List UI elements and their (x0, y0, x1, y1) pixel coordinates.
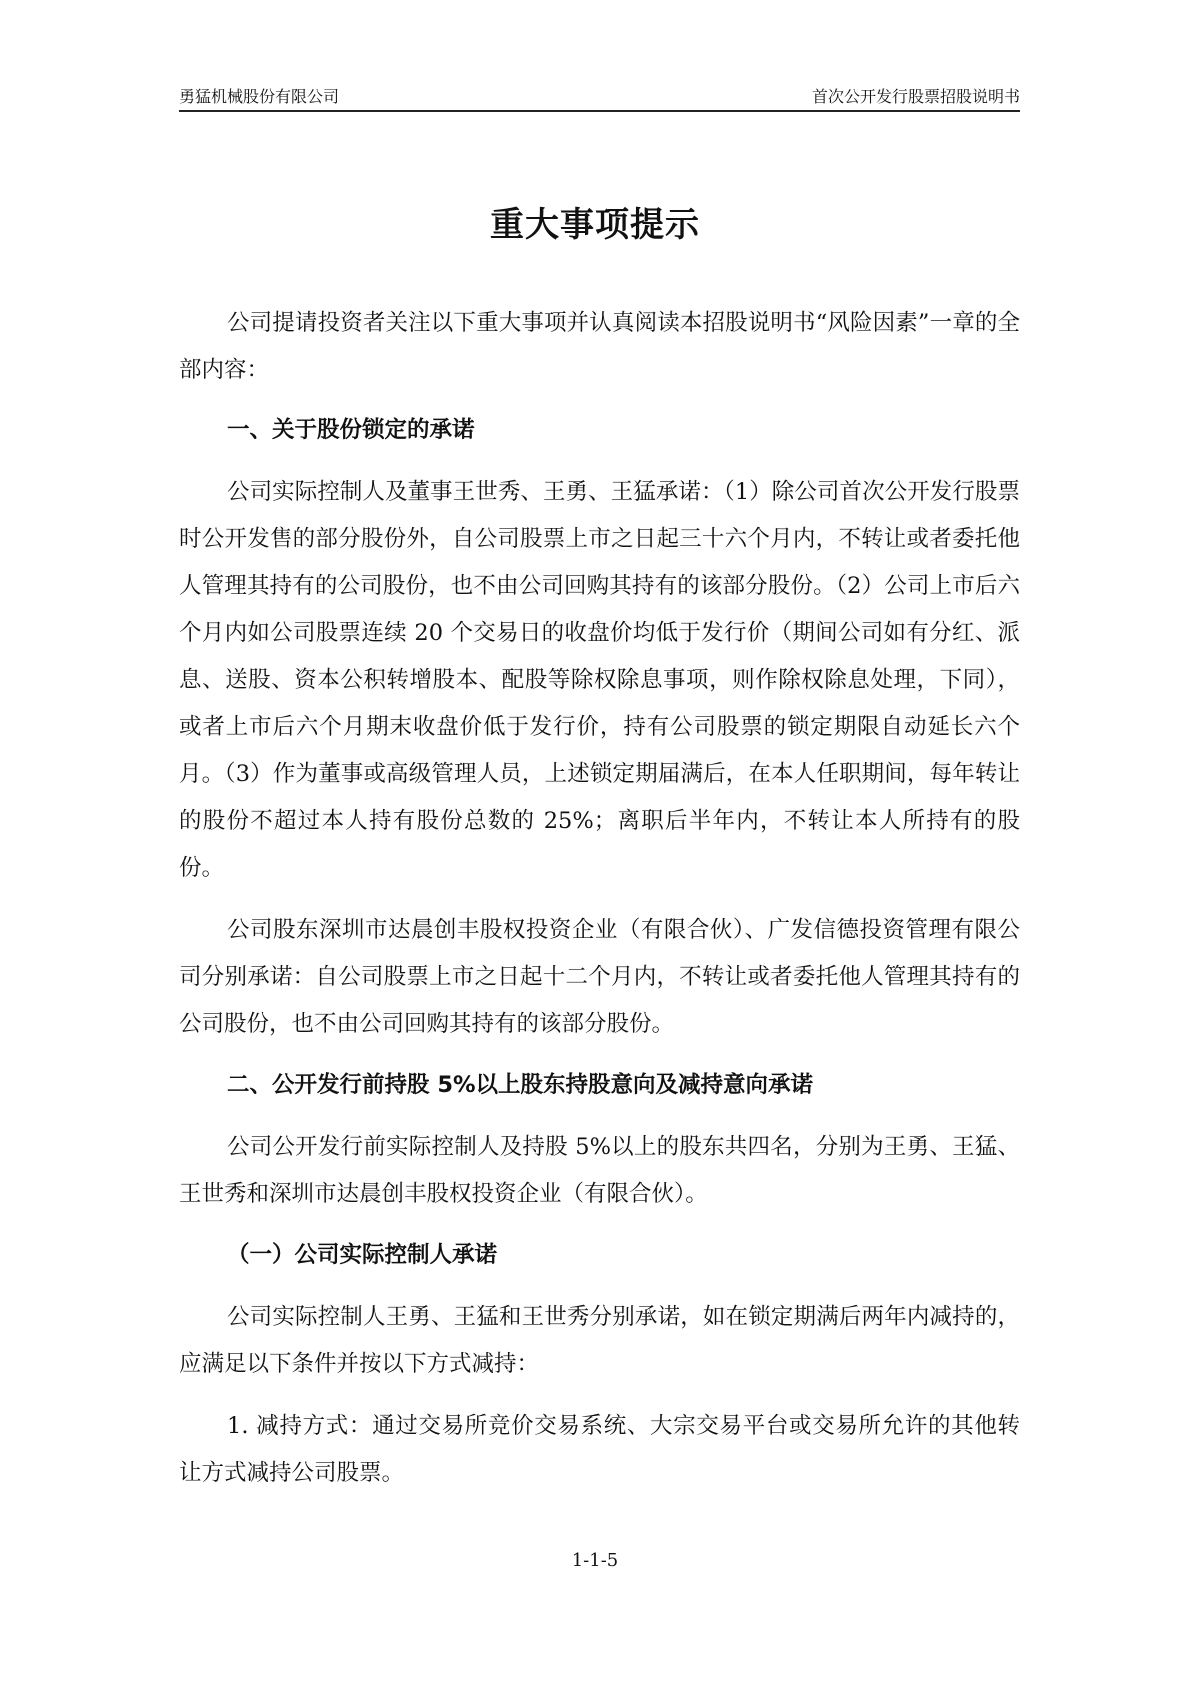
page-number: 1-1-5 (571, 1550, 619, 1571)
section-2-paragraph-1: 公司公开发行前实际控制人及持股 5%以上的股东共四名，分别为王勇、王猛、王世秀和深圳市达晨创丰股权投资企业（有限合伙）。 (179, 1134, 1020, 1207)
subsection-1-item-1: 1. 减持方式：通过交易所竞价交易系统、大宗交易平台或交易所允许的其他转让方式减持公司股票。 (179, 1413, 1020, 1486)
intro-paragraph: 公司提请投资者关注以下重大事项并认真阅读本招股说明书“风险因素”一章的全部内容： (179, 310, 1020, 383)
header-document-type: 首次公开发行股票招股说明书 (811, 87, 1020, 106)
section-1-paragraph-2: 公司股东深圳市达晨创丰股权投资企业（有限合伙）、广发信德投资管理有限公司分别承诺：自公司股票上市之日起十二个月内，不转让或者委托他人管理其持有的公司股份，也不由公司回购其持有的该部分股份。 (179, 917, 1020, 1037)
section-1-heading: 一、关于股份锁定的承诺 (227, 417, 475, 443)
header-company-name: 勇猛机械股份有限公司 (179, 87, 340, 106)
document-body (179, 300, 1020, 1497)
page-title: 重大事项提示 (490, 205, 700, 245)
section-2-heading: 二、公开发行前持股 5%以上股东持股意向及减持意向承诺 (227, 1072, 814, 1098)
page-header (179, 82, 1020, 112)
subsection-1-paragraph-1: 公司实际控制人王勇、王猛和王世秀分别承诺，如在锁定期满后两年内减持的，应满足以下条件并按以下方式减持： (179, 1304, 1020, 1377)
subsection-1-heading: （一）公司实际控制人承诺 (227, 1242, 498, 1268)
section-1-paragraph-1: 公司实际控制人及董事王世秀、王勇、王猛承诺：（1）除公司首次公开发行股票时公开发售的部分股份外，自公司股票上市之日起三十六个月内，不转让或者委托他人管理其持有的公司股份，也不由公司回购其持有的该部分股份。（2）公司上市后六个月内如公司股票连续 20 个交易日的收盘价均低于发行价（期间公司如有分红、派息、送股、资本公积转增股本、配股等除权除息事项，则作除权除息处理，下同），或者上市后六个月期末收盘价低于发行价，持有公司股票的锁定期限自动延长六个月。（3）作为董事或高级管理人员，上述锁定期届满后，在本人任职期间，每年转让的股份不超过本人持有股份总数的 25%；离职后半年内，不转让本人所持有的股份。 (179, 479, 1020, 881)
